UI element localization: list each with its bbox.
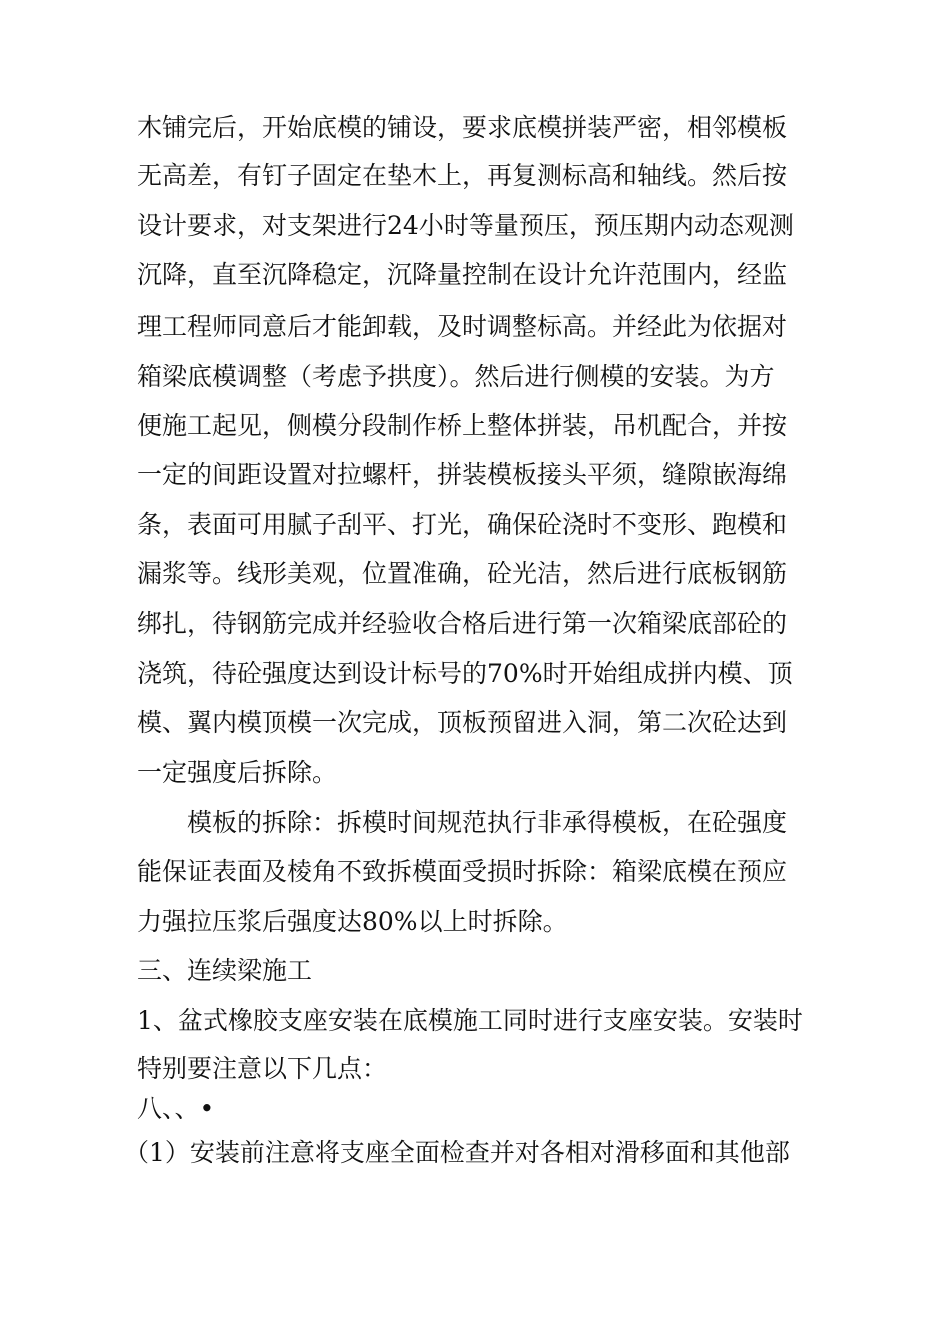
paragraph-line: 无高差，有钉子固定在垫木上，再复测标高和轴线。然后按: [137, 161, 788, 190]
paragraph-line: 箱梁底模调整（考虑予拱度）。然后进行侧模的安装。为方: [137, 362, 775, 391]
paragraph-line: 1、盆式橡胶支座安装在底模施工同时进行支座安装。安装时: [137, 1006, 803, 1035]
paragraph-line: 沉降，直至沉降稳定，沉降量控制在设计允许范围内，经监: [137, 260, 788, 289]
paragraph-line: 漏浆等。线形美观，位置准确，砼光洁，然后进行底板钢筋: [137, 559, 788, 588]
paragraph-line: 设计要求，对支架进行24小时等量预压，预压期内动态观测: [137, 211, 794, 240]
paragraph-line: 模、翼内模顶模一次完成，顶板预留进入洞，第二次砼达到: [137, 708, 788, 737]
paragraph-line: 力强拉压浆后强度达80%以上时拆除。: [137, 907, 568, 936]
paragraph-line: 特别要注意以下几点：: [137, 1054, 388, 1083]
paragraph-line: 便施工起见，侧模分段制作桥上整体拼装，吊机配合，并按: [137, 411, 788, 440]
paragraph-line: 理工程师同意后才能卸载，及时调整标高。并经此为依据对: [137, 312, 788, 341]
paragraph-line: 一定强度后拆除。: [137, 758, 338, 787]
paragraph-line: 浇筑，待砼强度达到设计标号的70%时开始组成拼内模、顶: [137, 659, 793, 688]
paragraph-line: 模板的拆除：拆模时间规范执行非承得模板，在砼强度: [187, 808, 788, 837]
paragraph-line: 木铺完后，开始底模的铺设，要求底模拼装严密，相邻模板: [137, 113, 788, 142]
paragraph-line: 一定的间距设置对拉螺杆，拼装模板接头平须，缝隙嵌海绵: [137, 460, 788, 489]
paragraph-line: 八、、•: [137, 1094, 215, 1123]
paragraph-line: 条，表面可用腻子刮平、打光，确保砼浇时不变形、跑模和: [137, 510, 788, 539]
section-heading: 三、连续梁施工: [137, 956, 313, 985]
list-item: （1）安装前注意将支座全面检查并对各相对滑移面和其他部: [124, 1138, 790, 1167]
paragraph-line: 能保证表面及棱角不致拆模面受损时拆除：箱梁底模在预应: [137, 857, 788, 886]
paragraph-line: 绑扎，待钢筋完成并经验收合格后进行第一次箱梁底部砼的: [137, 609, 788, 638]
